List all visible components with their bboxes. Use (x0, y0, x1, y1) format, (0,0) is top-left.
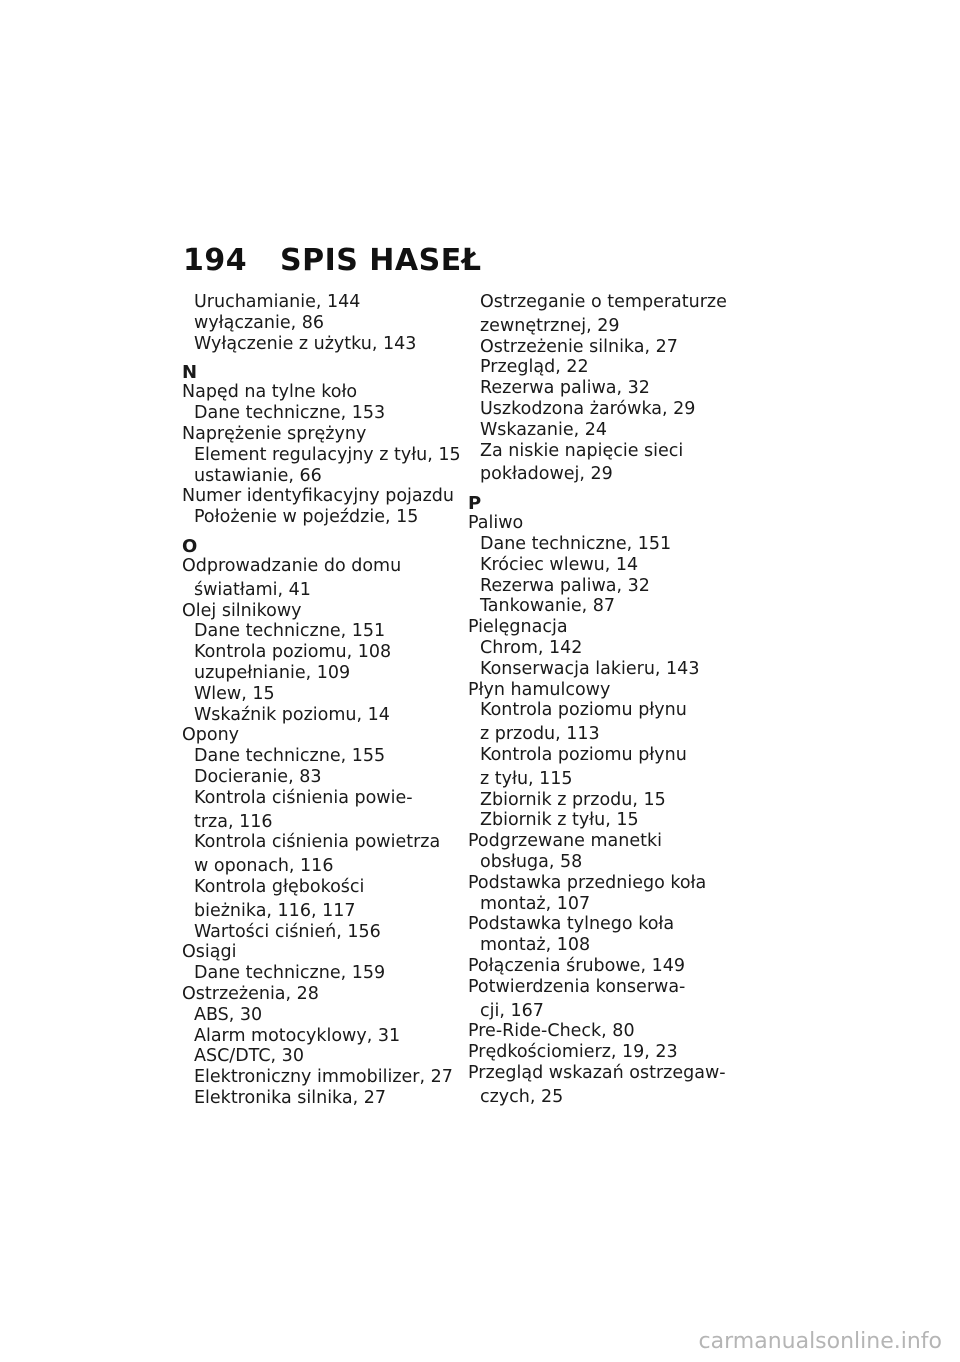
index-subentry: Za niskie napięcie sieci (480, 440, 684, 461)
index-entry: Płyn hamulcowy (468, 679, 611, 700)
index-subentry: Rezerwa paliwa, 32 (480, 378, 650, 399)
index-subentry: światłami, 41 (194, 579, 311, 600)
index-entry: Paliwo (468, 513, 524, 534)
index-subentry: trza, 116 (194, 811, 273, 832)
index-subentry: Elektroniczny immobilizer, 27 (194, 1067, 453, 1088)
index-entry: Naprężenie sprężyny (182, 423, 367, 444)
index-subentry: w oponach, 116 (194, 856, 334, 877)
page-title: SPIS HASEŁ (280, 243, 482, 278)
index-subentry: z przodu, 113 (480, 724, 600, 745)
index-subentry: Dane techniczne, 155 (194, 746, 386, 767)
index-entry: Napęd na tylne koło (182, 382, 358, 403)
index-subentry: Uszkodzona żarówka, 29 (480, 398, 696, 419)
index-subentry: Położenie w pojeździe, 15 (194, 507, 419, 528)
index-subentry: montaż, 108 (480, 935, 591, 956)
index-subentry: Uruchamianie, 144 (194, 292, 361, 312)
index-subentry: Kontrola ciśnienia powie- (194, 787, 413, 808)
index-subentry: obsługa, 58 (480, 851, 583, 872)
index-subentry: Wlew, 15 (194, 683, 275, 704)
watermark: carmanualsonline.info (698, 1329, 942, 1354)
index-subentry: cji, 167 (480, 1000, 544, 1021)
index-entry: Pre-Ride-Check, 80 (468, 1021, 635, 1042)
index-entry: Numer identyfikacyjny pojazdu (182, 486, 455, 507)
index-subentry: Element regulacyjny z tyłu, 15 (194, 444, 461, 465)
index-subentry: Dane techniczne, 151 (480, 533, 672, 554)
index-subentry: Przegląd, 22 (480, 357, 589, 378)
index-subentry: wyłączanie, 86 (194, 312, 325, 333)
index-column-right (468, 292, 768, 1107)
index-entry: Połączenia śrubowe, 149 (468, 955, 685, 976)
index-subentry: Króciec wlewu, 14 (480, 554, 639, 575)
index-subentry: Zbiornik z tyłu, 15 (480, 810, 639, 831)
index-subentry: czych, 25 (480, 1086, 564, 1107)
index-subentry: Wyłączenie z użytku, 143 (194, 333, 417, 354)
index-entry: Przegląd wskazań ostrzegaw- (468, 1062, 726, 1083)
index-subentry: montaż, 107 (480, 893, 591, 914)
index-subentry: Dane techniczne, 159 (194, 963, 386, 984)
index-subentry: ASC/DTC, 30 (194, 1046, 304, 1067)
index-subentry: zewnętrznej, 29 (480, 315, 620, 336)
index-subentry: Kontrola poziomu, 108 (194, 642, 392, 663)
index-subentry: Kontrola poziomu płynu (480, 744, 687, 765)
index-entry: Olej silnikowy (182, 600, 302, 621)
index-subentry: Rezerwa paliwa, 32 (480, 575, 650, 596)
index-subentry: Ostrzeganie o temperaturze (480, 292, 727, 312)
index-subentry: pokładowej, 29 (480, 464, 613, 485)
index-column-left (182, 292, 462, 1109)
index-entry: Pielęgnacja (468, 617, 568, 638)
index-subentry: Ostrzeżenie silnika, 27 (480, 336, 678, 357)
index-subentry: Elektronika silnika, 27 (194, 1087, 387, 1108)
index-entry: Podstawka tylnego koła (468, 914, 675, 935)
index-subentry: bieżnika, 116, 117 (194, 900, 356, 921)
index-subentry: Alarm motocyklowy, 31 (194, 1025, 401, 1046)
index-entry: Potwierdzenia konserwa- (468, 976, 686, 997)
index-letter-heading: O (182, 535, 198, 557)
index-entry: Opony (182, 725, 240, 746)
index-entry: Podstawka przedniego koła (468, 872, 707, 893)
index-entry: Ostrzeżenia, 28 (182, 983, 319, 1004)
index-entry: Podgrzewane manetki (468, 831, 662, 852)
index-subentry: Konserwacja lakieru, 143 (480, 658, 700, 679)
index-subentry: Zbiornik z przodu, 15 (480, 789, 666, 810)
page-header (183, 243, 482, 278)
index-subentry: Dane techniczne, 151 (194, 621, 386, 642)
index-subentry: Dane techniczne, 153 (194, 403, 386, 424)
index-subentry: Kontrola poziomu płynu (480, 700, 687, 721)
index-letter-heading: N (182, 362, 198, 384)
index-subentry: ustawianie, 66 (194, 465, 322, 486)
index-subentry: Kontrola ciśnienia powietrza (194, 832, 441, 853)
index-subentry: Tankowanie, 87 (480, 596, 615, 617)
index-subentry: ABS, 30 (194, 1004, 263, 1025)
index-subentry: Chrom, 142 (480, 637, 583, 658)
index-subentry: uzupełnianie, 109 (194, 662, 351, 683)
index-subentry: Kontrola głębokości (194, 876, 365, 897)
index-subentry: Wskazanie, 24 (480, 419, 607, 440)
index-subentry: Docieranie, 83 (194, 766, 322, 787)
index-entry: Prędkościomierz, 19, 23 (468, 1042, 678, 1063)
index-entry: Osiągi (182, 942, 237, 963)
index-entry: Odprowadzanie do domu (182, 555, 402, 576)
index-subentry: Wskaźnik poziomu, 14 (194, 704, 390, 725)
index-subentry: Wartości ciśnień, 156 (194, 921, 381, 942)
page-number: 194 (183, 243, 248, 278)
index-subentry: z tyłu, 115 (480, 768, 573, 789)
index-letter-heading: P (468, 493, 482, 515)
